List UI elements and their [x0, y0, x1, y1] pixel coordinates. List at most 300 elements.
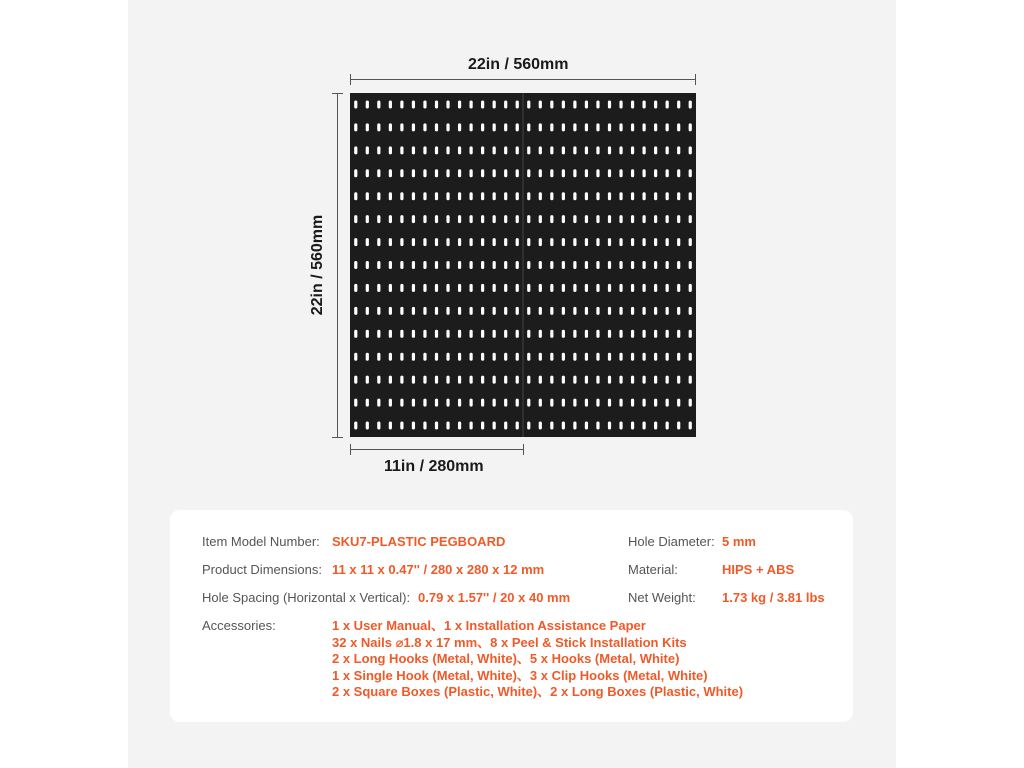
- pegboard-hole: [446, 399, 449, 407]
- pegboard-hole: [666, 376, 669, 384]
- pegboard-hole: [619, 330, 622, 338]
- pegboard-hole: [389, 330, 392, 338]
- pegboard-hole: [435, 284, 438, 292]
- pegboard-hole: [493, 422, 496, 430]
- pegboard-hole: [631, 376, 634, 384]
- pegboard-hole: [458, 215, 461, 223]
- pegboard-hole: [493, 169, 496, 177]
- pegboard-hole: [423, 330, 426, 338]
- pegboard-hole: [562, 422, 565, 430]
- pegboard-hole: [666, 422, 669, 430]
- pegboard-hole: [377, 284, 380, 292]
- pegboard-hole: [562, 307, 565, 315]
- pegboard-hole: [539, 330, 542, 338]
- pegboard-hole: [539, 399, 542, 407]
- pegboard-hole: [435, 238, 438, 246]
- pegboard-hole: [585, 100, 588, 108]
- pegboard-hole: [446, 376, 449, 384]
- pegboard-hole: [666, 215, 669, 223]
- width-dimension-label: 22in / 560mm: [468, 56, 569, 73]
- pegboard-hole: [619, 422, 622, 430]
- pegboard-hole: [400, 284, 403, 292]
- pegboard-hole: [539, 192, 542, 200]
- accessory-line: 2 x Long Hooks (Metal, White)、5 x Hooks (Metal, White): [332, 651, 680, 666]
- pegboard-hole: [573, 330, 576, 338]
- pegboard-hole: [435, 100, 438, 108]
- pegboard-hole: [596, 307, 599, 315]
- pegboard-hole: [677, 215, 680, 223]
- pegboard-hole: [354, 146, 357, 154]
- pegboard-hole: [596, 422, 599, 430]
- pegboard-hole: [470, 330, 473, 338]
- pegboard-hole: [689, 192, 692, 200]
- pegboard-hole: [539, 422, 542, 430]
- pegboard-hole: [596, 146, 599, 154]
- pegboard-hole: [516, 422, 519, 430]
- pegboard-hole: [666, 399, 669, 407]
- pegboard-hole: [354, 238, 357, 246]
- pegboard-hole: [596, 353, 599, 361]
- pegboard-hole: [539, 169, 542, 177]
- pegboard-hole: [412, 261, 415, 269]
- panel-width-dimension-line: [350, 449, 524, 450]
- pegboard-hole: [354, 330, 357, 338]
- pegboard-hole: [573, 215, 576, 223]
- pegboard-hole: [412, 169, 415, 177]
- pegboard-hole: [689, 307, 692, 315]
- pegboard-hole: [631, 284, 634, 292]
- pegboard-hole: [435, 307, 438, 315]
- pegboard-hole: [435, 146, 438, 154]
- pegboard-hole: [423, 353, 426, 361]
- pegboard-hole: [458, 307, 461, 315]
- pegboard-hole: [504, 100, 507, 108]
- pegboard-hole: [631, 192, 634, 200]
- pegboard-hole: [354, 123, 357, 131]
- pegboard-hole: [504, 215, 507, 223]
- pegboard-hole: [377, 146, 380, 154]
- pegboard-hole: [677, 238, 680, 246]
- pegboard-hole: [377, 169, 380, 177]
- pegboard-hole: [585, 123, 588, 131]
- pegboard-hole: [539, 215, 542, 223]
- pegboard-hole: [539, 100, 542, 108]
- pegboard-hole: [366, 169, 369, 177]
- pegboard-hole: [689, 330, 692, 338]
- pegboard-hole: [527, 399, 530, 407]
- pegboard-hole: [366, 307, 369, 315]
- pegboard-hole: [619, 399, 622, 407]
- pegboard-image: [350, 93, 696, 437]
- pegboard-hole: [585, 399, 588, 407]
- pegboard-hole: [573, 261, 576, 269]
- pegboard-hole: [470, 238, 473, 246]
- pegboard-hole: [423, 169, 426, 177]
- pegboard-hole: [493, 376, 496, 384]
- pegboard-hole: [666, 261, 669, 269]
- panel-width-dimension-label: 11in / 280mm: [384, 458, 484, 475]
- pegboard-hole: [366, 353, 369, 361]
- pegboard-hole: [366, 284, 369, 292]
- pegboard-hole: [550, 192, 553, 200]
- pegboard-hole: [446, 422, 449, 430]
- pegboard-hole: [412, 353, 415, 361]
- pegboard-hole: [527, 376, 530, 384]
- pegboard-hole: [596, 330, 599, 338]
- pegboard-hole: [562, 100, 565, 108]
- pegboard-hole: [585, 146, 588, 154]
- pegboard-hole: [446, 284, 449, 292]
- pegboard-hole: [643, 100, 646, 108]
- pegboard-hole: [504, 169, 507, 177]
- pegboard-hole: [470, 169, 473, 177]
- hole-diameter-value: 5 mm: [722, 534, 756, 549]
- pegboard-hole: [689, 169, 692, 177]
- pegboard-hole: [654, 307, 657, 315]
- pegboard-hole: [481, 238, 484, 246]
- pegboard-hole: [573, 192, 576, 200]
- pegboard-hole: [608, 192, 611, 200]
- pegboard-hole: [527, 422, 530, 430]
- pegboard-hole: [400, 123, 403, 131]
- pegboard-hole: [516, 284, 519, 292]
- pegboard-hole: [481, 192, 484, 200]
- pegboard-hole: [643, 192, 646, 200]
- pegboard-hole: [423, 422, 426, 430]
- pegboard-hole: [654, 146, 657, 154]
- pegboard-hole: [458, 192, 461, 200]
- pegboard-hole: [666, 330, 669, 338]
- pegboard-hole: [377, 100, 380, 108]
- pegboard-hole: [366, 330, 369, 338]
- pegboard-hole: [619, 192, 622, 200]
- pegboard-hole: [493, 238, 496, 246]
- pegboard-hole: [573, 238, 576, 246]
- pegboard-hole: [539, 353, 542, 361]
- pegboard-hole: [562, 284, 565, 292]
- pegboard-hole: [400, 192, 403, 200]
- accessory-line: 32 x Nails ⌀1.8 x 17 mm、8 x Peel & Stick Installation Kits: [332, 634, 687, 650]
- pegboard-hole: [481, 123, 484, 131]
- pegboard-hole: [446, 215, 449, 223]
- pegboard-hole: [608, 284, 611, 292]
- pegboard-hole: [631, 100, 634, 108]
- pegboard-hole: [608, 169, 611, 177]
- pegboard-hole: [631, 307, 634, 315]
- pegboard-hole: [527, 100, 530, 108]
- pegboard-hole: [516, 307, 519, 315]
- pegboard-hole: [458, 146, 461, 154]
- pegboard-hole: [481, 330, 484, 338]
- pegboard-hole: [527, 169, 530, 177]
- pegboard-hole: [366, 261, 369, 269]
- pegboard-hole: [458, 284, 461, 292]
- pegboard-hole: [504, 123, 507, 131]
- pegboard-hole: [516, 192, 519, 200]
- pegboard-hole: [539, 238, 542, 246]
- pegboard-hole: [619, 376, 622, 384]
- pegboard-hole: [354, 307, 357, 315]
- pegboard-hole: [562, 376, 565, 384]
- pegboard-hole: [689, 376, 692, 384]
- pegboard-hole: [516, 146, 519, 154]
- pegboard-hole: [354, 284, 357, 292]
- pegboard-hole: [573, 169, 576, 177]
- pegboard-hole: [527, 353, 530, 361]
- pegboard-hole: [619, 146, 622, 154]
- pegboard-hole: [550, 100, 553, 108]
- panel-width-tick-right: [523, 444, 524, 455]
- pegboard-hole: [470, 146, 473, 154]
- pegboard-hole: [435, 215, 438, 223]
- pegboard-hole: [389, 238, 392, 246]
- pegboard-hole: [631, 353, 634, 361]
- pegboard-hole: [446, 307, 449, 315]
- pegboard-hole: [366, 422, 369, 430]
- pegboard-hole: [643, 353, 646, 361]
- pegboard-hole: [619, 238, 622, 246]
- pegboard-hole: [412, 376, 415, 384]
- pegboard-hole: [596, 100, 599, 108]
- pegboard-hole: [493, 399, 496, 407]
- pegboard-hole: [585, 422, 588, 430]
- pegboard-hole: [619, 284, 622, 292]
- panel-width-tick-left: [350, 444, 351, 455]
- pegboard-hole: [677, 330, 680, 338]
- pegboard-hole: [400, 238, 403, 246]
- pegboard-hole: [389, 284, 392, 292]
- pegboard-hole: [677, 100, 680, 108]
- pegboard-hole: [458, 330, 461, 338]
- pegboard-hole: [596, 376, 599, 384]
- pegboard-hole: [608, 353, 611, 361]
- pegboard-hole: [689, 422, 692, 430]
- hole-diameter-label: Hole Diameter:: [628, 534, 715, 549]
- pegboard-hole: [573, 353, 576, 361]
- pegboard-hole: [423, 123, 426, 131]
- pegboard-hole: [550, 399, 553, 407]
- pegboard-hole: [412, 284, 415, 292]
- pegboard-hole: [550, 376, 553, 384]
- pegboard-hole: [677, 422, 680, 430]
- pegboard-hole: [619, 169, 622, 177]
- pegboard-hole: [608, 215, 611, 223]
- pegboard-hole: [631, 146, 634, 154]
- pegboard-hole: [493, 353, 496, 361]
- pegboard-hole: [608, 238, 611, 246]
- pegboard-hole: [666, 284, 669, 292]
- pegboard-hole: [389, 215, 392, 223]
- pegboard-hole: [550, 238, 553, 246]
- pegboard-hole: [470, 376, 473, 384]
- pegboard-hole: [562, 123, 565, 131]
- accessories-label: Accessories:: [202, 618, 276, 633]
- pegboard-hole: [562, 215, 565, 223]
- pegboard-hole: [470, 399, 473, 407]
- pegboard-hole: [470, 100, 473, 108]
- pegboard-hole: [689, 284, 692, 292]
- pegboard-hole: [643, 376, 646, 384]
- pegboard-hole: [585, 307, 588, 315]
- hole-spacing-value: 0.79 x 1.57'' / 20 x 40 mm: [418, 590, 571, 605]
- pegboard-hole: [366, 146, 369, 154]
- pegboard-hole: [550, 261, 553, 269]
- pegboard-hole: [389, 261, 392, 269]
- pegboard-hole: [504, 353, 507, 361]
- pegboard-hole: [481, 284, 484, 292]
- pegboard-hole: [493, 261, 496, 269]
- pegboard-hole: [562, 261, 565, 269]
- pegboard-hole: [516, 399, 519, 407]
- pegboard-hole: [562, 399, 565, 407]
- pegboard-hole: [470, 422, 473, 430]
- pegboard-hole: [446, 123, 449, 131]
- pegboard-hole: [643, 399, 646, 407]
- pegboard-hole: [666, 146, 669, 154]
- pegboard-hole: [481, 353, 484, 361]
- pegboard-hole: [377, 261, 380, 269]
- pegboard-hole: [585, 330, 588, 338]
- pegboard-hole: [631, 399, 634, 407]
- pegboard-hole: [643, 123, 646, 131]
- pegboard-hole: [539, 123, 542, 131]
- pegboard-hole: [458, 123, 461, 131]
- pegboard-hole: [354, 192, 357, 200]
- pegboard-hole: [689, 353, 692, 361]
- pegboard-hole: [596, 123, 599, 131]
- pegboard-hole: [354, 422, 357, 430]
- pegboard-hole: [585, 353, 588, 361]
- pegboard-hole: [619, 307, 622, 315]
- pegboard-hole: [527, 215, 530, 223]
- pegboard-hole: [458, 376, 461, 384]
- pegboard-hole: [389, 422, 392, 430]
- pegboard-hole: [677, 376, 680, 384]
- pegboard-hole: [481, 376, 484, 384]
- pegboard-hole: [435, 330, 438, 338]
- pegboard-hole: [608, 100, 611, 108]
- pegboard-hole: [689, 100, 692, 108]
- pegboard-hole: [585, 238, 588, 246]
- pegboard-hole: [400, 376, 403, 384]
- pegboard-hole: [654, 330, 657, 338]
- pegboard-hole: [481, 307, 484, 315]
- pegboard-hole: [435, 123, 438, 131]
- material-value: HIPS + ABS: [722, 562, 795, 577]
- pegboard-hole: [539, 284, 542, 292]
- pegboard-hole: [573, 376, 576, 384]
- pegboard-hole: [689, 215, 692, 223]
- pegboard-hole: [562, 146, 565, 154]
- pegboard-hole: [516, 353, 519, 361]
- pegboard-hole: [504, 330, 507, 338]
- pegboard-hole: [596, 238, 599, 246]
- pegboard-hole: [400, 215, 403, 223]
- pegboard-hole: [516, 169, 519, 177]
- pegboard-hole: [412, 146, 415, 154]
- height-dimension-tick-bottom: [332, 437, 343, 438]
- pegboard-hole: [550, 284, 553, 292]
- pegboard-hole: [550, 330, 553, 338]
- pegboard-hole: [596, 192, 599, 200]
- pegboard-hole: [573, 307, 576, 315]
- pegboard-hole: [631, 169, 634, 177]
- pegboard-hole: [400, 399, 403, 407]
- width-dimension-tick-right: [695, 74, 696, 85]
- pegboard-hole: [400, 353, 403, 361]
- pegboard-hole: [504, 284, 507, 292]
- material-label: Material:: [628, 562, 678, 577]
- pegboard-hole: [608, 399, 611, 407]
- pegboard-hole: [400, 330, 403, 338]
- pegboard-hole: [677, 169, 680, 177]
- pegboard-hole: [493, 100, 496, 108]
- pegboard-hole: [619, 215, 622, 223]
- pegboard-hole: [666, 100, 669, 108]
- pegboard-hole: [435, 353, 438, 361]
- pegboard-hole: [585, 192, 588, 200]
- pegboard-hole: [527, 146, 530, 154]
- pegboard-hole: [446, 238, 449, 246]
- pegboard-hole: [481, 169, 484, 177]
- pegboard-hole: [435, 376, 438, 384]
- pegboard-hole: [423, 284, 426, 292]
- pegboard-hole: [389, 100, 392, 108]
- pegboard-hole: [377, 376, 380, 384]
- pegboard-hole: [643, 238, 646, 246]
- pegboard-hole: [689, 399, 692, 407]
- pegboard-hole: [539, 307, 542, 315]
- pegboard-hole: [643, 307, 646, 315]
- pegboard-hole: [504, 238, 507, 246]
- pegboard-hole: [654, 100, 657, 108]
- pegboard-hole: [631, 330, 634, 338]
- pegboard-hole: [550, 422, 553, 430]
- pegboard-hole: [412, 192, 415, 200]
- pegboard-hole: [481, 261, 484, 269]
- pegboard-hole: [631, 215, 634, 223]
- pegboard-hole: [504, 192, 507, 200]
- pegboard-hole: [423, 100, 426, 108]
- pegboard-hole: [527, 261, 530, 269]
- pegboard-hole: [573, 123, 576, 131]
- pegboard-hole: [689, 261, 692, 269]
- pegboard-hole: [435, 261, 438, 269]
- pegboard-hole: [470, 284, 473, 292]
- pegboard-hole: [666, 238, 669, 246]
- pegboard-hole: [677, 192, 680, 200]
- pegboard-hole: [585, 261, 588, 269]
- pegboard-hole: [470, 123, 473, 131]
- pegboard-hole: [608, 307, 611, 315]
- pegboard-hole: [458, 422, 461, 430]
- pegboard-hole: [631, 123, 634, 131]
- pegboard-hole: [412, 123, 415, 131]
- pegboard-hole: [596, 215, 599, 223]
- pegboard-hole: [412, 330, 415, 338]
- pegboard-hole: [354, 100, 357, 108]
- pegboard-hole: [631, 422, 634, 430]
- pegboard-hole: [366, 215, 369, 223]
- pegboard-hole: [446, 100, 449, 108]
- pegboard-hole: [654, 261, 657, 269]
- pegboard-hole: [550, 169, 553, 177]
- pegboard-hole: [458, 169, 461, 177]
- pegboard-hole: [689, 146, 692, 154]
- pegboard-hole: [504, 146, 507, 154]
- pegboard-hole: [643, 284, 646, 292]
- pegboard-hole: [689, 238, 692, 246]
